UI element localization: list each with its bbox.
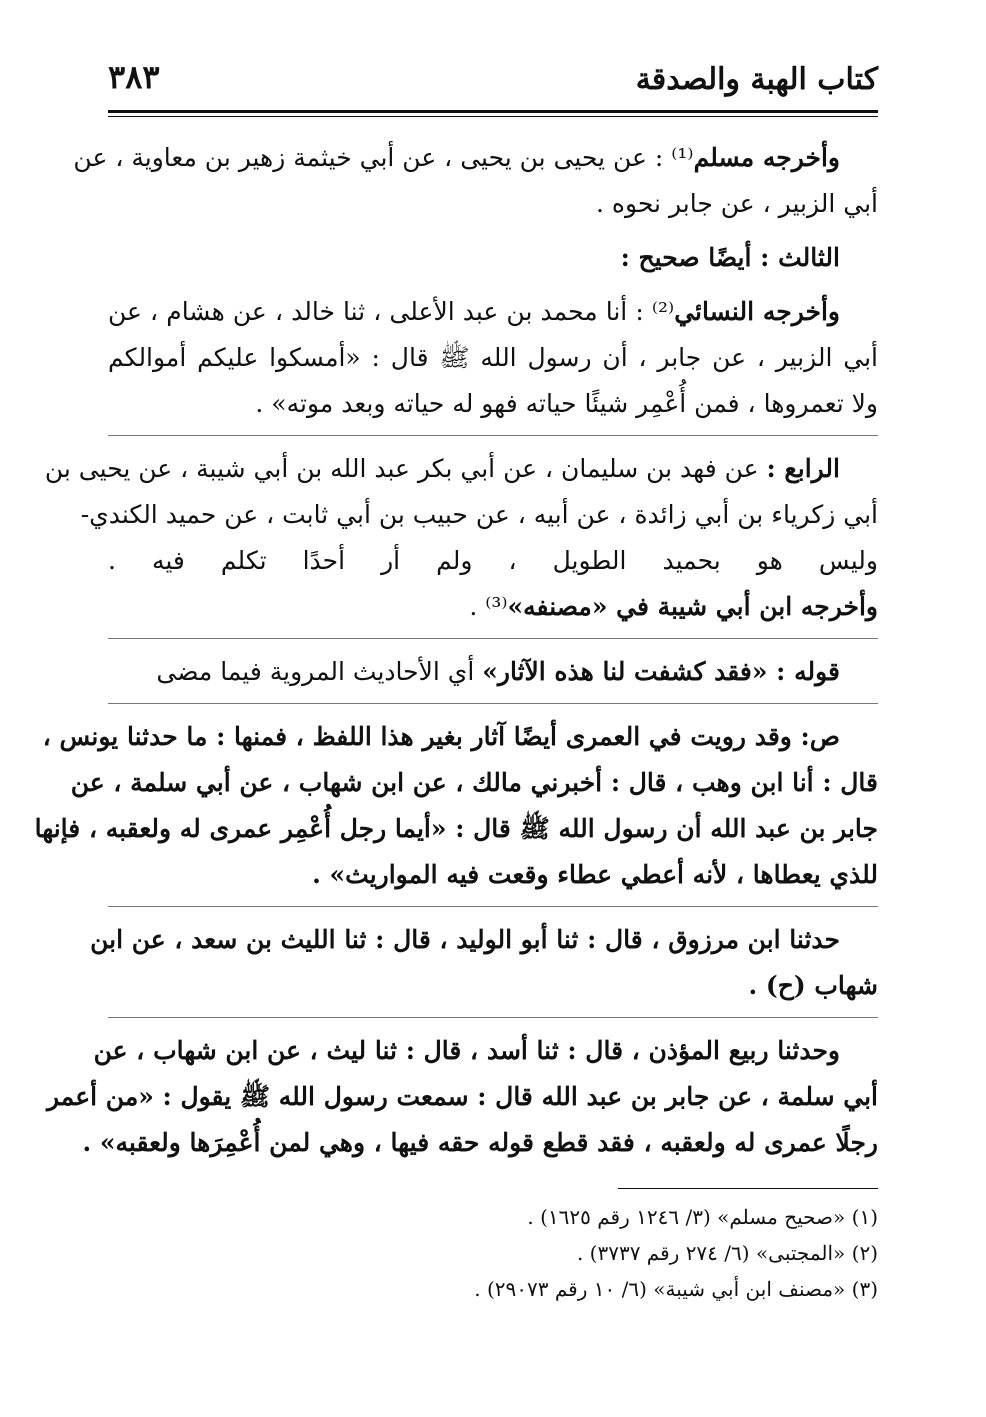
header-rule-thin [108, 116, 878, 117]
bold-text: الرابع : [766, 454, 840, 483]
text-line [108, 538, 878, 584]
text-line [108, 289, 878, 335]
bold-text: حدثنا ابن مرزوق ، قال : ثنا أبو الوليد ، قال : ثنا الليث بن سعد ، عن ابن [90, 925, 840, 954]
paragraph [108, 235, 878, 281]
footnote-rule [618, 1188, 878, 1189]
text-line [82, 1120, 878, 1166]
paragraph-divider [108, 906, 878, 907]
text-line [108, 381, 878, 427]
book-title: كتاب الهبة والصدقة [635, 62, 878, 97]
text-line [108, 852, 878, 898]
plain-text: ولا تعمروها ، فمن أُعْمِر شيئًا حياته فهو له حياته وبعد موته» . [255, 389, 878, 418]
text-line [70, 760, 878, 806]
paragraph-divider [108, 1017, 878, 1018]
text-line [90, 917, 878, 963]
footnote: (٢) «المجتبى» (٦/ ٢٧٤ رقم ٣٧٣٧) . [576, 1241, 878, 1265]
page [34, 52, 878, 1307]
paragraph [108, 649, 878, 695]
bold-text: شهاب (ح) . [748, 971, 878, 1000]
paragraph [108, 289, 878, 427]
bold-text: جابر بن عبد الله أن رسول الله ﷺ قال : «أيما رجل أُعْمِر عمرى له ولعقبه ، فإنها [34, 814, 878, 843]
text-line [108, 584, 878, 630]
bold-text: ص: وقد رويت في العمرى أيضًا آثار بغير هذا اللفظ ، فمنها : ما حدثنا يونس ، [42, 722, 840, 751]
bold-text: رجلًا عمرى له ولعقبه ، فقد قطع قوله حقه فيها ، وهي لمن أُعْمِرَها ولعقبه» . [82, 1128, 878, 1157]
plain-text: ⁽²⁾ : أنا محمد بن عبد الأعلى ، ثنا خالد ، عن هشام ، عن [108, 297, 675, 326]
text-line [44, 446, 878, 492]
bold-text: وأخرجه النسائي [674, 297, 840, 326]
text-line [80, 492, 878, 538]
text-line [42, 714, 878, 760]
running-head [108, 52, 878, 104]
plain-text: وليس هو بحميد الطويل ، ولم أر أحدًا تكلم فيه . [108, 546, 878, 575]
paragraph [46, 1028, 878, 1166]
paragraph [90, 917, 878, 1009]
paragraph-divider [108, 703, 878, 704]
paragraph [44, 446, 878, 630]
bold-text: للذي يعطاها ، لأنه أعطي عطاء وقعت فيه المواريث» . [312, 860, 878, 889]
paragraph [34, 714, 878, 898]
text-line [93, 1028, 878, 1074]
paragraph-divider [108, 435, 878, 436]
main-text [34, 135, 878, 1166]
plain-text: عن فهد بن سليمان ، عن أبي بكر عبد الله بن أبي شيبة ، عن يحيى بن [44, 454, 767, 483]
bold-text: الثالث : أيضًا صحيح : [620, 243, 840, 272]
text-line [108, 963, 878, 1009]
bold-text: قال : أنا ابن وهب ، قال : أخبرني مالك ، عن ابن شهاب ، عن أبي سلمة ، عن [70, 768, 878, 797]
footnotes [108, 1199, 878, 1307]
paragraph-divider [108, 638, 878, 639]
plain-text: أي الأحاديث المروية فيما مضى [156, 657, 483, 686]
bold-text: أبي سلمة ، عن جابر بن عبد الله قال : سمعت رسول الله ﷺ يقول : «من أعمر [46, 1082, 878, 1111]
header-rule [108, 110, 878, 113]
plain-text: ⁽³⁾ . [469, 592, 508, 621]
bold-text: قوله : «فقد كشفت لنا هذه الآثار» [482, 657, 840, 686]
footnote: (١) «صحيح مسلم» (٣/ ١٢٤٦ رقم ١٦٢٥) . [527, 1205, 878, 1229]
footnote: (٣) «مصنف ابن أبي شيبة» (٦/ ١٠ رقم ٢٩٠٧٣) . [474, 1277, 878, 1301]
bold-text: وأخرجه مسلم [693, 143, 840, 172]
text-line [34, 806, 878, 852]
bold-text: وحدثنا ربيع المؤذن ، قال : ثنا أسد ، قال : ثنا ليث ، عن ابن شهاب ، عن [93, 1036, 840, 1065]
plain-text: أبي الزبير ، عن جابر نحوه . [596, 189, 878, 218]
text-line [73, 135, 878, 181]
text-line [46, 1074, 878, 1120]
plain-text: ⁽¹⁾ : عن يحيى بن يحيى ، عن أبي خيثمة زهير بن معاوية ، عن [73, 143, 694, 172]
page-number: ٣٨٣ [108, 58, 160, 96]
text-line [108, 235, 878, 281]
paragraph [73, 135, 878, 227]
plain-text: أبي زكرياء بن أبي زائدة ، عن أبيه ، عن حبيب بن أبي ثابت ، عن حميد الكندي- [80, 500, 878, 529]
text-line [108, 649, 878, 695]
text-line [108, 181, 878, 227]
plain-text: أبي الزبير ، عن جابر ، أن رسول الله ﷺ قال : «أمسكوا عليكم أموالكم [108, 343, 878, 372]
text-line [108, 335, 878, 381]
bold-text: وأخرجه ابن أبي شيبة في «مصنفه» [507, 592, 878, 621]
